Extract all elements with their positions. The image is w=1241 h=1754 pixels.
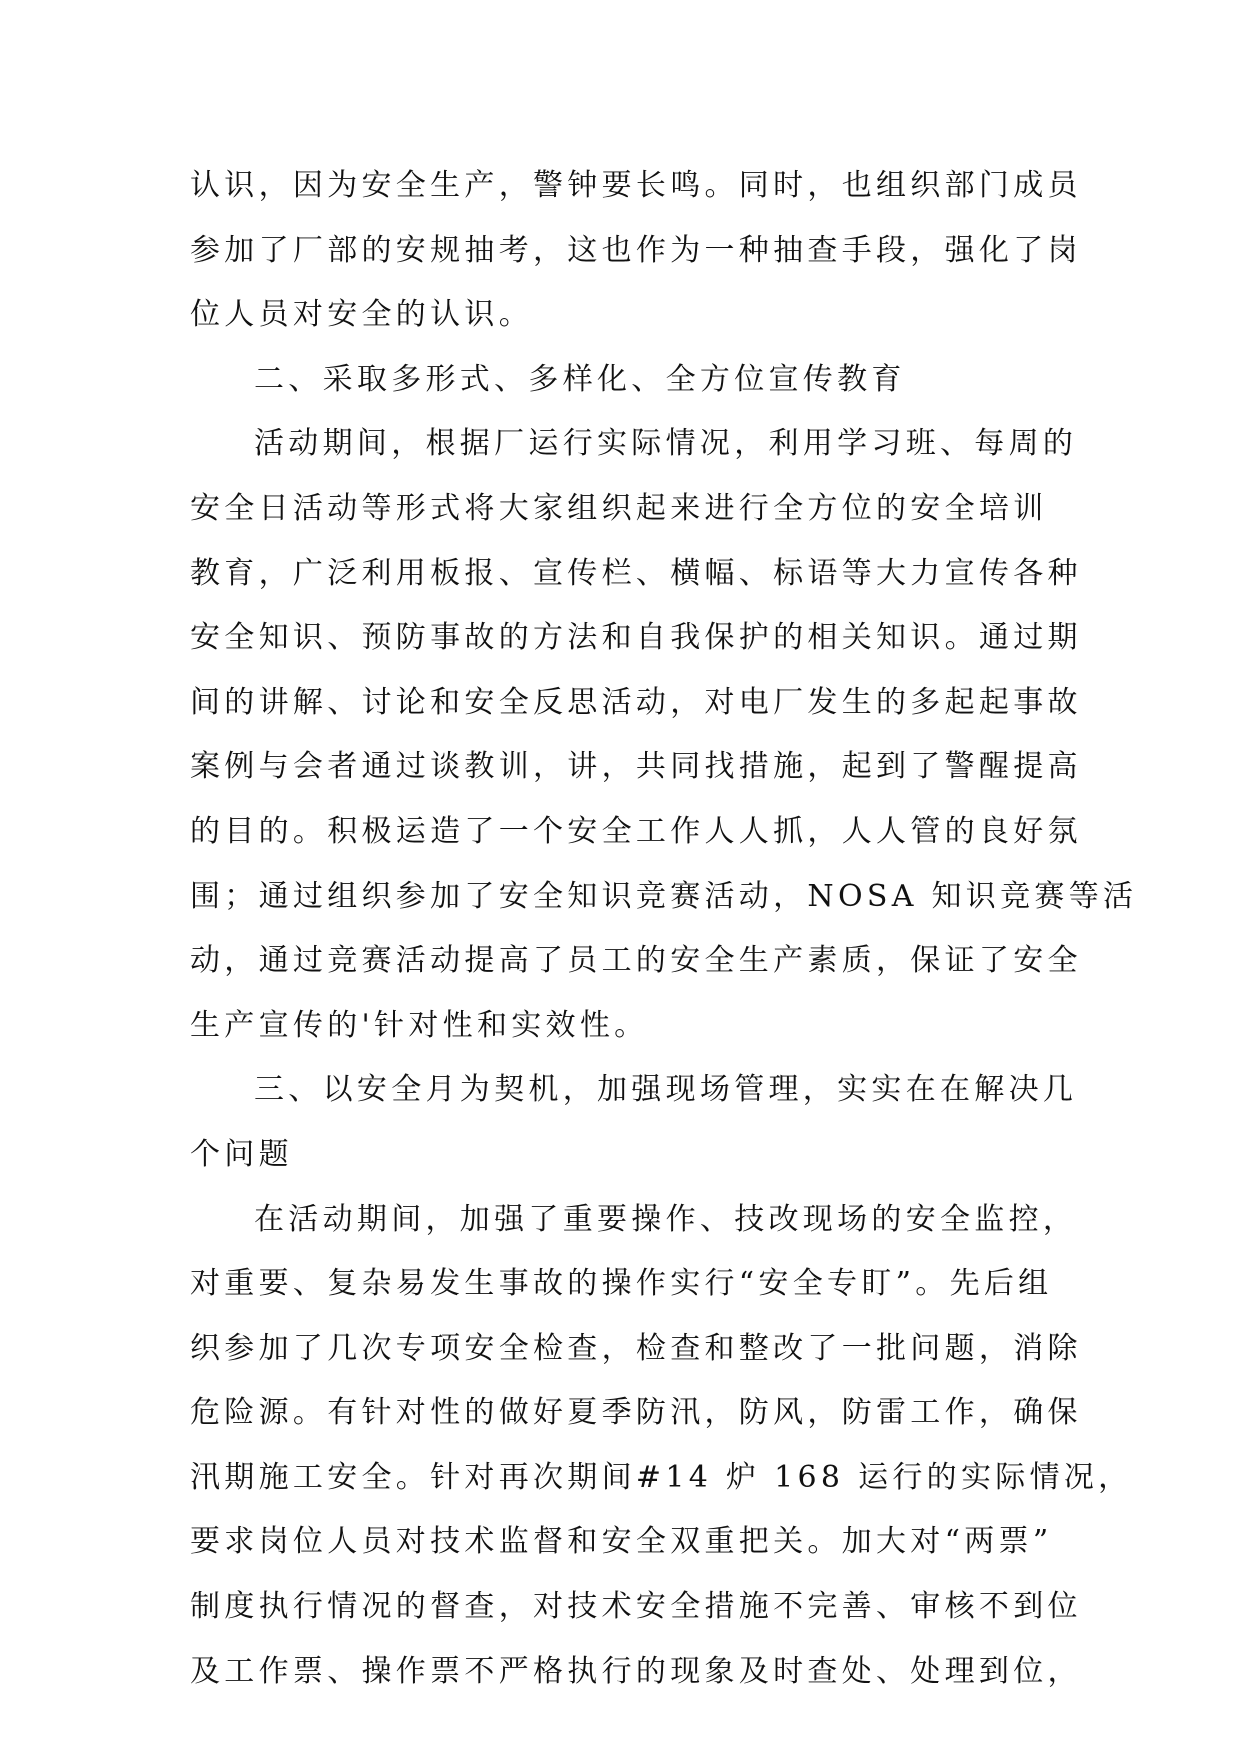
text-line: 围；通过组织参加了安全知识竞赛活动，NOSA 知识竞赛等活	[190, 878, 1138, 914]
text-line: 汛期施工安全。针对再次期间#14 炉 168 运行的实际情况，	[190, 1459, 1133, 1495]
text-line: 对重要、复杂易发生事故的操作实行“安全专盯”。先后组	[190, 1266, 1053, 1302]
text-line: 在活动期间，加强了重要操作、技改现场的安全监控，	[254, 1201, 1078, 1237]
section-heading: 二、采取多形式、多样化、全方位宣传教育	[254, 361, 906, 397]
text-line: 的目的。积极运造了一个安全工作人人抓，人人管的良好氛	[190, 813, 1082, 849]
section-heading: 三、以安全月为契机，加强现场管理，实实在在解决几	[254, 1072, 1078, 1108]
text-line: 生产宣传的'针对性和实效性。	[190, 1007, 649, 1043]
text-line: 及工作票、操作票不严格执行的现象及时查处、处理到位，	[190, 1653, 1082, 1689]
text-line: 位人员对安全的认识。	[190, 297, 533, 333]
text-line: 安全知识、预防事故的方法和自我保护的相关知识。通过期	[190, 620, 1082, 656]
text-line: 动，通过竞赛活动提高了员工的安全生产素质，保证了安全	[190, 943, 1082, 979]
text-line: 安全日活动等形式将大家组织起来进行全方位的安全培训	[190, 490, 1048, 526]
text-line: 案例与会者通过谈教训，讲，共同找措施，起到了警醒提高	[190, 749, 1082, 785]
text-line: 间的讲解、讨论和安全反思活动，对电厂发生的多起起事故	[190, 684, 1082, 720]
text-line: 要求岗位人员对技术监督和安全双重把关。加大对“两票”	[190, 1524, 1053, 1560]
text-line: 参加了厂部的安规抽考，这也作为一种抽查手段，强化了岗	[190, 232, 1082, 268]
text-line: 危险源。有针对性的做好夏季防汛，防风，防雷工作，确保	[190, 1395, 1082, 1431]
document-body	[190, 154, 1138, 1704]
text-line: 制度执行情况的督查，对技术安全措施不完善、审核不到位	[190, 1589, 1082, 1625]
text-line: 织参加了几次专项安全检查，检查和整改了一批问题，消除	[190, 1330, 1082, 1366]
section-heading-continued: 个问题	[190, 1136, 293, 1172]
text-line: 活动期间，根据厂运行实际情况，利用学习班、每周的	[254, 426, 1078, 462]
text-line: 教育，广泛利用板报、宣传栏、横幅、标语等大力宣传各种	[190, 555, 1082, 591]
text-line: 认识，因为安全生产，警钟要长鸣。同时，也组织部门成员	[190, 168, 1082, 203]
